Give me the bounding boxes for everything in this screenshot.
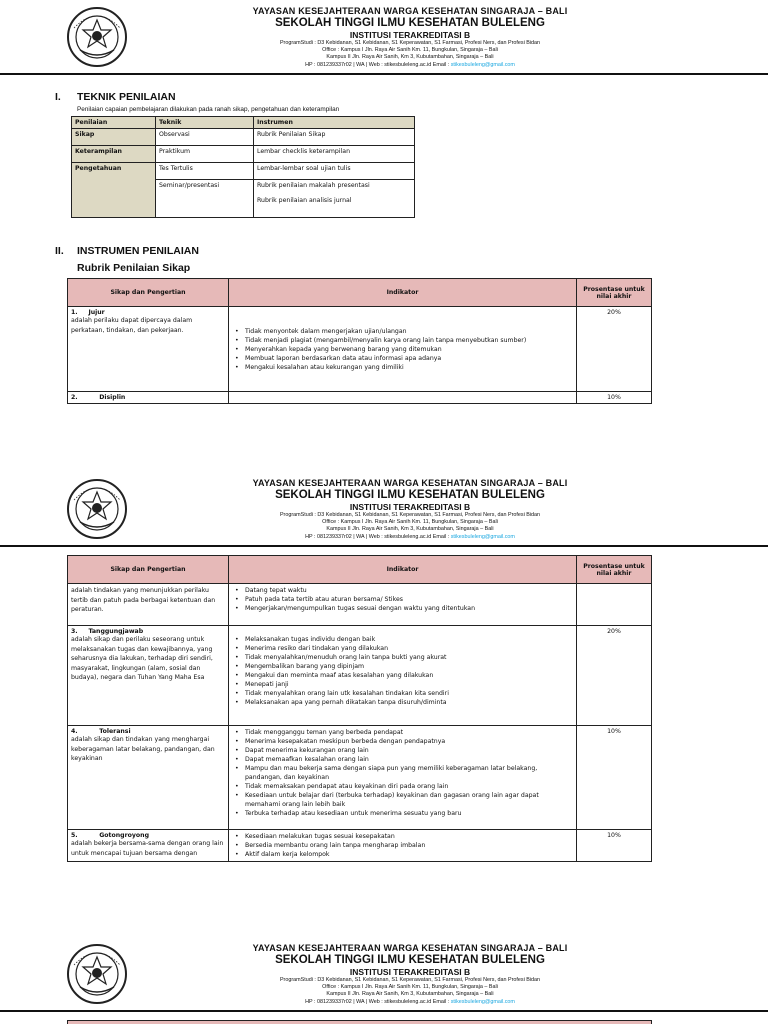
rubric-table-page2: Sikap dan Pengertian Indikator Prosentase untuk nilai akhir adalah tindakan yang menunjukkan perilaku tertib dan patuh pada berbagai ketentuan dan peraturan. • Datang tepat waktu • Patuh pada tata tertib atau aturan bersama/ Stikes • Mengerjakan/mengumpulkan tugas sesuai dengan waktu yang ditentukan 3. Tanggungjawab adalah sikap dan perilaku seseorang untuk melaksanakan tugas dan kewajibannya, yang seharusnya dia lakukan, terhadap diri sendiri, masyarakat, lingkungan (alam, sosial dan budaya), negara dan Tuhan Yang Maha Esa • Melaksanakan tugas individu dengan baik • Menerima resiko dari tindakan yang dilakukan • Tidak menyalahkan/menuduh orang lain tanpa bukti yang akurat • Mengembalikan barang yang dipinjam • Mengakui dan meminta maaf atas kesalahan yang dilakukan • Menepati janji • Tidak menyalahkan orang lain utk kesalahan tindakan kita sendiri • Melaksanakan apa yang pernah dikatakan tanpa disuruh/diminta 20% 4. Toleransi adalah sikap dan tindakan yang menghargai keberagaman latar belakang, pandangan, dan keyakinan • Tidak mengganggu teman yang berbeda pendapat • Menerima kesepakatan meskipun berbeda dengan pendapatnya • Dapat menerima kekurangan orang lain • Dapat memaafkan kesalahan orang lain • Mampu dan mau bekerja sama dengan siapa pun yang memiliki keberagaman latar belakang, pandangan, dan keyakinan • Tidak memaksakan pendapat atau keyakinan diri pada orang lain • Kesediaan untuk belajar dari (terbuka terhadap) keyakinan dan gagasan orang lain agar dapat memahami orang lain lebih baik • Terbuka terhadap atau kesediaan untuk menerima sesuatu yang baru 10% 5. Gotongroyong adalah bekerja bersama-sama dengan orang lain untuk mencapai tujuan bersama dengan • Kesediaan melakukan tugas sesuai kesepakatan • Bersedia membantu orang lain tanpa mengharap imbalan • Aktif dalam kerja kelompok 10% [67,555,652,862]
table-row: 1. Jujur adalah perilaku dapat dipercaya dalam perkataan, tindakan, dan pekerjaan. • Tidak menyontek dalam mengerjakan ujian/ulangan • Tidak menjadi plagiat (mengambil/menyalin karya orang lain tanpa menyebutkan sumber) • Menyerahkan kepada yang berwenang barang yang ditemukan • Membuat laporan berdasarkan data atau informasi apa adanya • Mengakui kesalahan atau kekurangan yang dimiliki 20% [68,307,652,392]
teknik-table [71,116,415,218]
school-logo [66,943,128,1005]
letterhead-page1 [0,0,768,90]
rubric-table-page3-header [67,1020,652,1024]
letterhead-school: SEKOLAH TINGGI ILMU KESEHATAN BULELENG [275,489,545,501]
th-prosentase: Prosentase untuk nilai akhir [577,279,652,307]
letterhead-contact: HP : 081239337r02 | WA | Web : stikesbuleleng.ac.id Email : stikesbuleleng@gmail.com [305,61,515,68]
school-logo [66,6,128,68]
table-row: 5. Gotongroyong adalah bekerja bersama-sama dengan orang lain untuk mencapai tujuan bersama dengan • Kesediaan melakukan tugas sesuai kesepakatan • Bersedia membantu orang lain tanpa mengharap imbalan • Aktif dalam kerja kelompok 10% [68,830,652,862]
table-row: Keterampilan Praktikum Lembar checklis keterampilan [72,146,415,163]
letterhead-org: YAYASAN KESEJAHTERAAN WARGA KESEHATAN SINGARAJA – BALI [252,6,568,16]
email-link[interactable]: stikesbuleleng@gmail.com [450,61,515,68]
table-row: Seminar/presentasi Rubrik penilaian makalah presentasi Rubrik penilaian analisis jurnal [72,180,415,218]
th-teknik: Teknik [156,117,254,129]
letterhead-office2: Kampus II Jln. Raya Air Sanih, Km 3, Kubutambahan, Singaraja – Bali [326,991,494,998]
letterhead-office2: Kampus II Jln. Raya Air Sanih, Km 3, Kubutambahan, Singaraja – Bali [326,54,494,61]
letterhead-programs: ProgramStudi : D3 Kebidanan, S1 Kebidanan, S1 Keperawatan, S1 Farmasi, Profesi Ners, dan Profesi Bidan [279,40,541,46]
letterhead-programs: ProgramStudi : D3 Kebidanan, S1 Kebidanan, S1 Keperawatan, S1 Farmasi, Profesi Ners, dan Profesi Bidan [279,512,541,518]
rubric-table-page1 [67,278,652,404]
letterhead-school: SEKOLAH TINGGI ILMU KESEHATAN BULELENG [275,954,545,966]
letterhead-accreditation: INSTITUSI TERAKREDITASI B [349,502,471,512]
letterhead-office1: Office : Kampus I Jln. Raya Air Sanih Km. 11, Bungkulan, Singaraja – Bali [322,984,498,991]
letterhead-contact: HP : 081239337r02 | WA | Web : stikesbuleleng.ac.id Email : stikesbuleleng@gmail.com [305,533,515,540]
th-instrumen: Instrumen [254,117,415,129]
letterhead-rule [0,545,768,547]
email-link[interactable]: stikesbuleleng@gmail.com [450,998,515,1005]
table-row: 2. Disiplin 10% [68,392,652,404]
table-row: 4. Toleransi adalah sikap dan tindakan yang menghargai keberagaman latar belakang, pandangan, dan keyakinan • Tidak mengganggu teman yang berbeda pendapat • Menerima kesepakatan meskipun berbeda dengan pendapatnya • Dapat menerima kekurangan orang lain • Dapat memaafkan kesalahan orang lain • Mampu dan mau bekerja sama dengan siapa pun yang memiliki keberagaman latar belakang, pandangan, dan keyakinan • Tidak memaksakan pendapat atau keyakinan diri pada orang lain • Kesediaan untuk belajar dari (terbuka terhadap) keyakinan dan gagasan orang lain agar dapat memahami orang lain lebih baik • Terbuka terhadap atau kesediaan untuk menerima sesuatu yang baru 10% [68,726,652,830]
letterhead-contact: HP : 081239337r02 | WA | Web : stikesbuleleng.ac.id Email : stikesbuleleng@gmail.com [305,998,515,1005]
table-row: adalah tindakan yang menunjukkan perilaku tertib dan patuh pada berbagai ketentuan dan peraturan. • Datang tepat waktu • Patuh pada tata tertib atau aturan bersama/ Stikes • Mengerjakan/mengumpulkan tugas sesuai dengan waktu yang ditentukan [68,584,652,626]
th-penilaian: Penilaian [72,117,156,129]
letterhead-office1: Office : Kampus I Jln. Raya Air Sanih Km. 11, Bungkulan, Singaraja – Bali [322,47,498,54]
email-link[interactable]: stikesbuleleng@gmail.com [450,533,515,540]
table-row: 3. Tanggungjawab adalah sikap dan perilaku seseorang untuk melaksanakan tugas dan kewajibannya, yang seharusnya dia lakukan, terhadap diri sendiri, masyarakat, lingkungan (alam, sosial dan budaya), negara dan Tuhan Yang Maha Esa • Melaksanakan tugas individu dengan baik • Menerima resiko dari tindakan yang dilakukan • Tidak menyalahkan/menuduh orang lain tanpa bukti yang akurat • Mengembalikan barang yang dipinjam • Mengakui dan meminta maaf atas kesalahan yang dilakukan • Menepati janji • Tidak menyalahkan orang lain utk kesalahan tindakan kita sendiri • Melaksanakan apa yang pernah dikatakan tanpa disuruh/diminta 20% [68,626,652,726]
letterhead-rule [0,73,768,75]
letterhead-page2 [0,472,768,562]
school-logo [66,478,128,540]
section1-title: I. TEKNIK PENILAIAN [55,91,176,103]
letterhead-accreditation: INSTITUSI TERAKREDITASI B [349,30,471,40]
section2-subtitle: Rubrik Penilaian Sikap [77,262,191,274]
letterhead-school: SEKOLAH TINGGI ILMU KESEHATAN BULELENG [275,17,545,29]
letterhead-org: YAYASAN KESEJAHTERAAN WARGA KESEHATAN SINGARAJA – BALI [252,943,568,953]
th-sikap: Sikap dan Pengertian [68,279,229,307]
letterhead-office2: Kampus II Jln. Raya Air Sanih, Km 3, Kubutambahan, Singaraja – Bali [326,526,494,533]
letterhead-accreditation: INSTITUSI TERAKREDITASI B [349,967,471,977]
letterhead-rule [0,1010,768,1012]
letterhead-programs: ProgramStudi : D3 Kebidanan, S1 Kebidanan, S1 Keperawatan, S1 Farmasi, Profesi Ners, dan Profesi Bidan [279,977,541,983]
letterhead-page3 [0,937,768,1024]
section1-intro: Penilaian capaian pembelajaran dilakukan pada ranah sikap, pengetahuan dan keterampilan [77,106,340,113]
table-row: Pengetahuan Tes Tertulis Lembar-lembar soal ujian tulis [72,163,415,180]
letterhead-org: YAYASAN KESEJAHTERAAN WARGA KESEHATAN SINGARAJA – BALI [252,478,568,488]
th-indikator: Indikator [229,279,577,307]
section2-title: II. INSTRUMEN PENILAIAN [55,245,199,257]
table-row: Sikap Observasi Rubrik Penilaian Sikap [72,129,415,146]
letterhead-office1: Office : Kampus I Jln. Raya Air Sanih Km. 11, Bungkulan, Singaraja – Bali [322,519,498,526]
